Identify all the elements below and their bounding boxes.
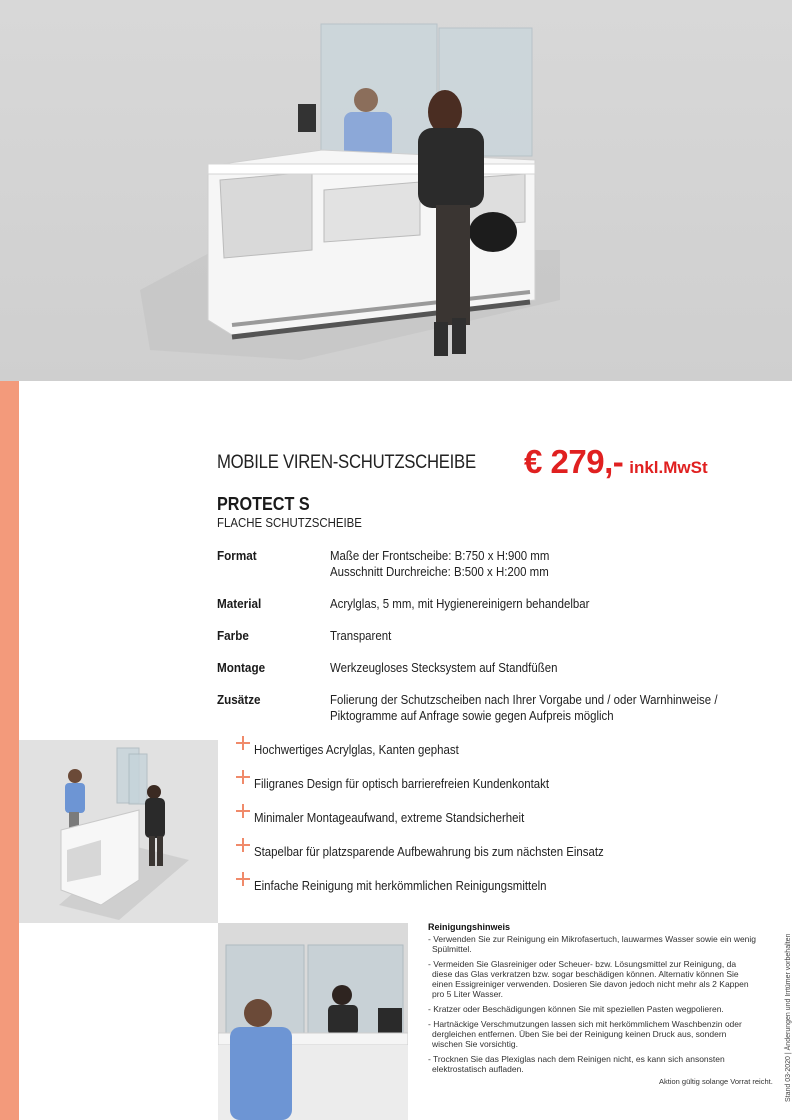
hero-product-image [0,0,792,381]
price-tax-note: inkl.MwSt [629,458,708,477]
cleaning-item: - Hartnäckige Verschmutzungen lassen sich mit herkömmlichem Waschbenzin oder dergleichen entfernen. Üben Sie bei der Reinigung keinen Druck aus, sondern wischen Sie vorsichtig. [428,1019,742,1049]
cleaning-item: - Kratzer oder Beschädigungen können Sie mit speziellen Pasten wegpolieren. [428,1004,724,1014]
plus-icon [234,768,252,786]
spec-line: Ausschnitt Durchreiche: B:500 x H:200 mm [330,564,549,579]
price-tag [524,443,708,481]
spec-label: Montage [217,660,266,675]
spec-line: Folierung der Schutzscheiben nach Ihrer Vorgabe und / oder Warnhinweise / [330,692,718,707]
spec-value [330,548,549,580]
counter-side-illustration [19,740,218,923]
feature-text: Einfache Reinigung mit herkömmlichen Reinigungsmitteln [254,878,547,893]
side-product-image [19,740,218,923]
spec-value [330,692,718,724]
feature-text: Minimaler Montageaufwand, extreme Standsicherheit [254,810,525,825]
plus-icon [234,802,252,820]
counter-scene-illustration [0,0,792,381]
spec-label: Farbe [217,628,249,643]
cleaning-item: - Verwenden Sie zur Reinigung ein Mikrofasertuch, lauwarmes Wasser sowie ein wenig Spülmittel. [428,934,757,954]
counter-front-illustration [218,923,408,1120]
feature-text: Hochwertiges Acrylglas, Kanten gephast [254,742,459,757]
cleaning-item: - Trocknen Sie das Plexiglas nach dem Reinigen nicht, es kann sich ansonsten elektrostatisch aufladen. [428,1054,725,1074]
accent-bar [0,381,19,1120]
plus-icon [234,836,252,854]
cleaning-item: - Vermeiden Sie Glasreiniger oder Scheuer- bzw. Lösungsmittel zur Reinigung, da diese das Glas verkratzen bzw. sogar beschädigen können. Alternativ können Sie einen Essigreiniger verwenden. Dosieren Sie davon jedoch nicht mehr als 2 Kappen pro 5 Liter Wasser. [428,959,749,999]
cleaning-instructions [428,922,758,1079]
legal-note: Stand 03-2020 | Änderungen und Irrtümer vorbehalten [785,933,792,1102]
action-note: Aktion gültig solange Vorrat reicht. [659,1077,773,1086]
page-title: MOBILE VIREN-SCHUTZSCHEIBE [217,452,476,473]
spec-value: Transparent [330,628,392,643]
plus-icon [234,870,252,888]
spec-line: Maße der Frontscheibe: B:750 x H:900 mm [330,548,550,563]
spec-value: Werkzeugloses Stecksystem auf Standfüßen [330,660,558,675]
feature-text: Stapelbar für platzsparende Aufbewahrung bis zum nächsten Einsatz [254,844,604,859]
spec-label: Material [217,596,262,611]
product-subtitle: FLACHE SCHUTZSCHEIBE [217,515,362,530]
feature-text: Filigranes Design für optisch barrierefreien Kundenkontakt [254,776,550,791]
product-name: PROTECT S [217,494,310,514]
spec-label: Zusätze [217,692,261,707]
price-amount: € 279,- [524,443,624,480]
bottom-product-image [218,923,408,1120]
plus-icon [234,734,252,752]
spec-value: Acrylglas, 5 mm, mit Hygienereinigern behandelbar [330,596,590,611]
cleaning-heading: Reinigungshinweis [428,922,511,932]
spec-line: Piktogramme auf Anfrage sowie gegen Aufpreis möglich [330,708,614,723]
spec-label: Format [217,548,257,563]
